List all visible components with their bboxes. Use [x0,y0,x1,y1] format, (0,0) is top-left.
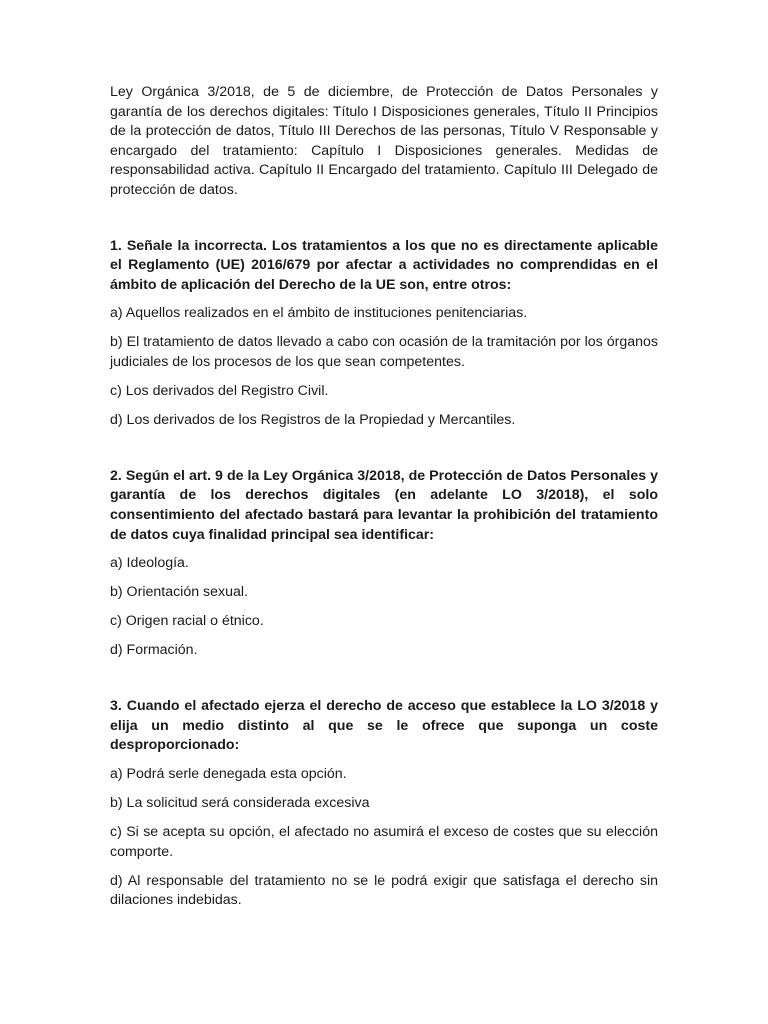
option-b: b) La solicitud será considerada excesiva [110,794,370,811]
question-text: 2. Según el art. 9 de la Ley Orgánica 3/2018, de Protección de Datos Personales y garantía de los derechos digitales (en adelante LO 3/2018), el solo consentimiento del afectado bastará para levantar la prohibición del tratamiento de datos cuya finalidad principal sea identificar: [110,467,658,543]
question-text: 1. Señale la incorrecta. Los tratamientos a los que no es directamente aplicable el Reglamento (UE) 2016/679 por afectar a actividades no comprendidas en el ámbito de aplicación del Derecho de la UE son, entre otros: [110,237,658,293]
option-b: b) El tratamiento de datos llevado a cabo con ocasión de la tramitación por los órganos judiciales de los procesos de los que sean competentes. [110,334,658,371]
option-d: d) Los derivados de los Registros de la Propiedad y Mercantiles. [110,412,516,429]
option-a: a) Aquellos realizados en el ámbito de instituciones penitenciarias. [110,305,528,322]
document-page [110,83,658,947]
option-c: c) Origen racial o étnico. [110,613,264,630]
option-a: a) Podrá serle denegada esta opción. [110,765,347,782]
option-b: b) Orientación sexual. [110,584,249,601]
option-c: c) Los derivados del Registro Civil. [110,383,329,400]
question-2 [110,467,658,661]
question-text: 3. Cuando el afectado ejerza el derecho de acceso que establece la LO 3/2018 y elija un medio distinto al que se le ofrece que suponga un coste desproporcionado: [110,698,658,754]
option-d: d) Formación. [110,642,198,659]
intro-paragraph: Ley Orgánica 3/2018, de 5 de diciembre, de Protección de Datos Personales y garantía de los derechos digitales: Título I Disposiciones generales, Título II Principios de la protección de datos, Título III Derechos de las personas, Título V Responsable y encargado del tratamiento: Capítulo I Disposiciones generales. Medidas de responsabilidad activa. Capítulo II Encargado del tratamiento. Capítulo III Delegado de protección de datos. [110,84,658,198]
option-a: a) Ideología. [110,555,189,572]
option-c: c) Si se acepta su opción, el afectado no asumirá el exceso de costes que su elección comporte. [110,824,658,860]
question-3 [110,697,658,911]
question-1 [110,237,658,431]
option-d: d) Al responsable del tratamiento no se le podrá exigir que satisfaga el derecho sin dilaciones indebidas. [110,872,658,909]
